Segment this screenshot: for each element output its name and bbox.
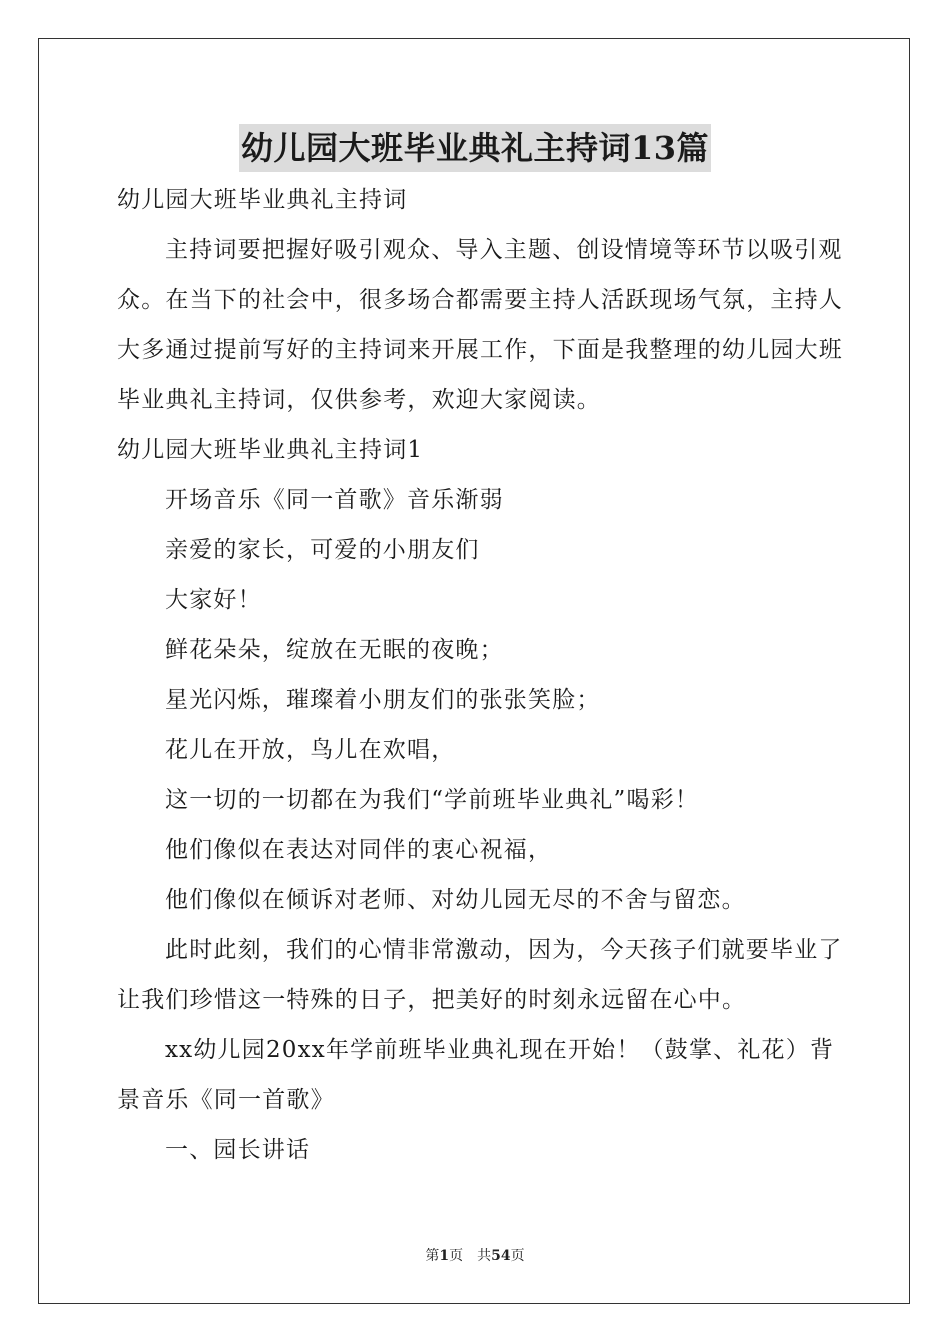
page-footer [0, 1245, 950, 1265]
title-container [0, 124, 950, 172]
paragraph-line: 这一切的一切都在为我们“学前班毕业典礼”喝彩！ [165, 787, 700, 813]
footer-mid: 页 共 [449, 1248, 492, 1264]
paragraph-line: 主持词要把握好吸引观众、导入主题、创设情境等环节以吸引观 [165, 237, 843, 263]
paragraph-line: 景音乐《同一首歌》 [117, 1087, 335, 1113]
footer-prefix: 第 [425, 1248, 440, 1264]
paragraph-line: 他们像似在倾诉对老师、对幼儿园无尽的不舍与留恋。 [165, 887, 746, 913]
paragraph-line: 众。在当下的社会中，很多场合都需要主持人活跃现场气氛，主持人 [117, 287, 843, 313]
section-heading: 幼儿园大班毕业典礼主持词1 [117, 437, 424, 463]
paragraph-line: 他们像似在表达对同伴的衷心祝福， [165, 837, 553, 863]
footer-suffix: 页 [510, 1248, 525, 1264]
paragraph-line: 大多通过提前写好的主持词来开展工作，下面是我整理的幼儿园大班 [117, 337, 843, 363]
paragraph-line: 鲜花朵朵，绽放在无眠的夜晚； [165, 637, 504, 663]
section-heading: 幼儿园大班毕业典礼主持词 [117, 187, 408, 213]
paragraph-line: 花儿在开放，鸟儿在欢唱， [165, 737, 456, 763]
paragraph-line: 开场音乐《同一首歌》音乐渐弱 [165, 487, 504, 513]
document-title: 幼儿园大班毕业典礼主持词13篇 [239, 124, 711, 172]
paragraph-line: 此时此刻，我们的心情非常激动，因为，今天孩子们就要毕业了 [165, 937, 843, 963]
paragraph-line: 毕业典礼主持词，仅供参考，欢迎大家阅读。 [117, 387, 601, 413]
footer-total-pages: 54 [491, 1248, 511, 1264]
paragraph-line: xx幼儿园20xx年学前班毕业典礼现在开始！（鼓掌、礼花）背 [165, 1037, 835, 1063]
paragraph-line: 亲爱的家长，可爱的小朋友们 [165, 537, 480, 563]
paragraph-line: 让我们珍惜这一特殊的日子，把美好的时刻永远留在心中。 [117, 987, 747, 1013]
paragraph-line: 一、园长讲话 [165, 1137, 311, 1163]
footer-current-page: 1 [439, 1248, 450, 1264]
paragraph-line: 星光闪烁，璀璨着小朋友们的张张笑脸； [165, 687, 601, 713]
paragraph-line: 大家好！ [165, 587, 262, 613]
